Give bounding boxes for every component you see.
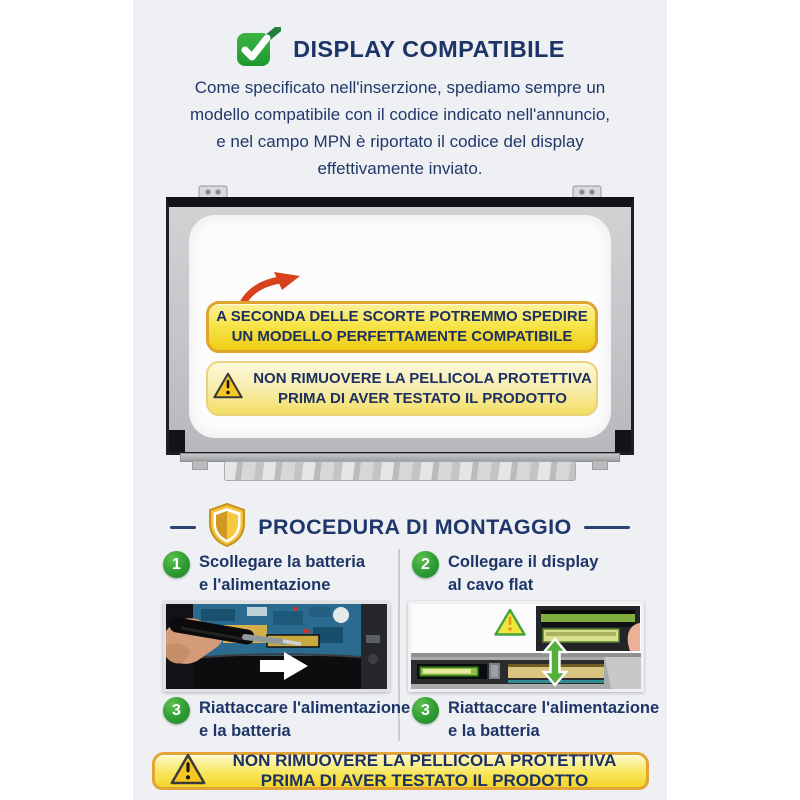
photo-connect-flat-cable — [408, 601, 644, 692]
step-3-right-badge: 3 — [412, 697, 439, 724]
intro-line: e nel campo MPN è riportato il codice del display — [216, 132, 584, 151]
footer-warning-text — [217, 751, 632, 791]
step-3-right-label — [448, 697, 659, 743]
step-2-line: Collegare il display — [448, 553, 599, 571]
rule-right — [584, 526, 630, 529]
step-1-line: e l'alimentazione — [199, 576, 331, 594]
panel-corner-left — [169, 430, 185, 452]
warning-triangle-icon — [169, 752, 207, 791]
step-3-left-line: Riattaccare l'alimentazione — [199, 699, 411, 717]
green-check-icon — [235, 27, 281, 72]
gold-shield-icon — [208, 503, 246, 552]
footer-warning-line: PRIMA DI AVER TESTATO IL PRODOTTO — [260, 771, 589, 790]
stock-notice-box — [206, 301, 598, 353]
intro-line: Come specificato nell'inserzione, spediamo sempre un — [194, 78, 606, 97]
step-2-line: al cavo flat — [448, 576, 534, 594]
step-1-line: Scollegare la batteria — [199, 553, 365, 571]
warning-triangle-icon — [212, 371, 244, 406]
step-3-left-line: e la batteria — [199, 722, 291, 740]
step-1-label — [199, 551, 365, 597]
intro-line: modello compatibile con il codice indicato nell'annuncio, — [190, 105, 610, 124]
step-2-label — [448, 551, 598, 597]
stock-notice-text — [216, 307, 587, 347]
step-1 — [163, 551, 365, 597]
procedure-header — [133, 505, 667, 549]
step-3-right-line: Riattaccare l'alimentazione — [448, 699, 660, 717]
rail-tab-left — [192, 460, 208, 470]
film-warning-line: NON RIMUOVERE LA PELLICOLA PROTETTIVA — [253, 369, 592, 387]
stock-notice-line: UN MODELLO PERFETTAMENTE COMPATIBILE — [231, 328, 573, 345]
lcd-panel-illustration — [166, 185, 634, 485]
step-3-right — [412, 697, 659, 743]
film-warning-line: PRIMA DI AVER TESTATO IL PRODOTTO — [278, 389, 567, 407]
intro-line: effettivamente inviato. — [317, 159, 483, 178]
step-1-badge: 1 — [163, 551, 190, 578]
film-warning-box — [206, 361, 598, 416]
step-3-left-label — [199, 697, 410, 743]
photo-disconnect-battery — [163, 601, 390, 692]
step-3-left — [163, 697, 410, 743]
intro-paragraph — [133, 74, 667, 182]
step-3-right-line: e la batteria — [448, 722, 540, 740]
procedure-title: PROCEDURA DI MONTAGGIO — [258, 514, 572, 539]
rail-tab-right — [592, 460, 608, 470]
page-header — [133, 28, 667, 70]
footer-warning-box — [152, 752, 649, 790]
page-title: DISPLAY COMPATIBILE — [293, 35, 565, 62]
footer-warning-line: NON RIMUOVERE LA PELLICOLA PROTETTIVA — [232, 751, 617, 770]
step-2 — [412, 551, 598, 597]
rule-left — [170, 526, 196, 529]
film-warning-text — [253, 369, 592, 409]
foil-tape — [224, 461, 576, 481]
step-2-badge: 2 — [412, 551, 439, 578]
panel-corner-right — [615, 430, 631, 452]
stock-notice-line: A SECONDA DELLE SCORTE POTREMMO SPEDIRE — [216, 308, 588, 325]
step-3-left-badge: 3 — [163, 697, 190, 724]
